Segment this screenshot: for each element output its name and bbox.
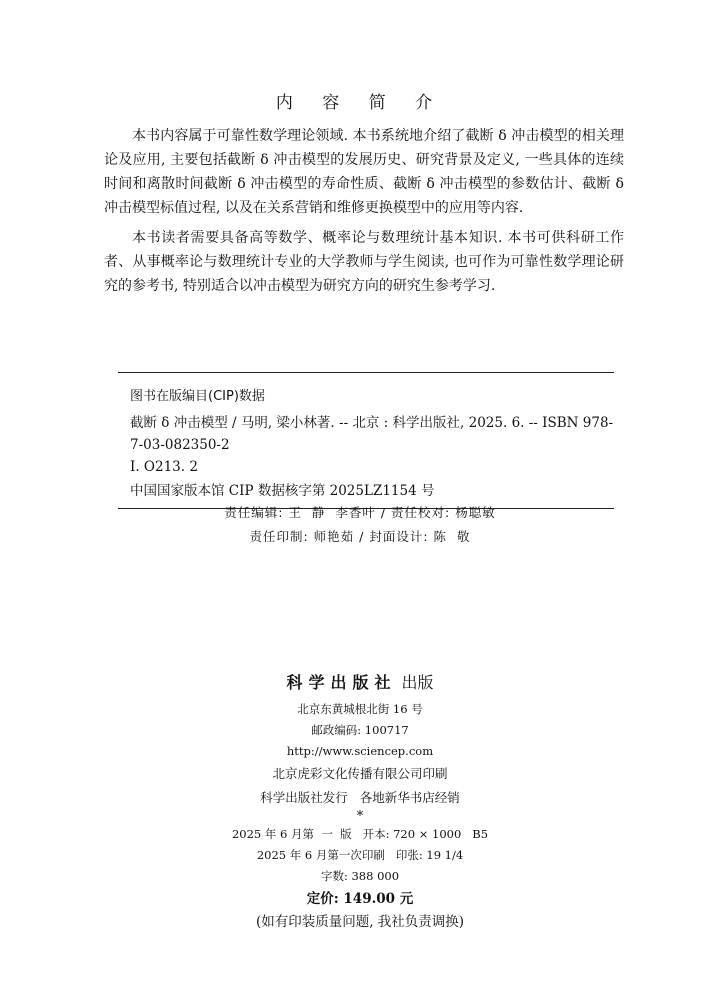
printer: 北京虎彩文化传播有限公司印刷 — [272, 766, 448, 781]
cip-classification: Ⅰ. O213. 2 — [130, 459, 198, 475]
credits — [0, 501, 720, 549]
summary-paragraph-2: 本书读者需要具备高等数学、概率论与数理统计基本知识. 本书可供科研工作者、从事概率论与数理统计专业的大学教师与学生阅读, 也可作为可靠性数学理论研究的参考书, 特别适合以冲击模型为研究方向的研究生参考学习. — [104, 230, 624, 294]
cip-top-rule — [118, 372, 614, 373]
publisher-postcode: 邮政编码: 100717 — [311, 723, 409, 737]
publisher-logo: 科学出版社 — [286, 673, 397, 692]
publisher-line — [0, 670, 720, 693]
separator-star: * — [356, 809, 364, 824]
content-summary — [104, 124, 624, 304]
word-count: 字数: 388 000 — [320, 869, 400, 883]
page-title: 内 容 简 介 — [275, 93, 445, 113]
publisher-website: http://www.sciencep.com — [286, 744, 434, 758]
distribution: 科学出版社发行 各地新华书店经销 — [260, 790, 460, 805]
credits-editors: 责任编辑: 王 静 李香叶 / 责任校对: 杨聪敏 — [224, 505, 496, 520]
publisher-suffix: 出版 — [401, 673, 434, 692]
credits-production: 责任印制: 师艳茹 / 封面设计: 陈 敬 — [249, 529, 471, 544]
cip-heading: 图书在版编目(CIP)数据 — [130, 389, 265, 404]
printing-info: 2025 年 6 月第一次印刷 印张: 19 1/4 — [256, 848, 464, 862]
summary-paragraph-1: 本书内容属于可靠性数学理论领域. 本书系统地介绍了截断 δ 冲击模型的相关理论及应用, 主要包括截断 δ 冲击模型的发展历史、研究背景及定义, 一些具体的连续时间和离散时间截断 δ 冲击模型的寿命性质、截断 δ 冲击模型的参数估计、截断 δ 冲击模型标值过程, 以及在关系营销和维修更换模型中的应用等内容. — [104, 128, 624, 216]
cip-catalog-number: 中国国家版本馆 CIP 数据核字第 2025LZ1154 号 — [130, 483, 435, 499]
edition-info: 2025 年 6 月第 一 版 开本: 720 × 1000 B5 — [231, 827, 489, 841]
publisher-address: 北京东黄城根北街 16 号 — [297, 702, 423, 716]
price: 定价: 149.00 元 — [306, 891, 414, 907]
cip-record: 截断 δ 冲击模型 / 马明, 梁小林著. -- 北京 : 科学出版社, 2025. 6. -- ISBN 978-7-03-082350-2 — [130, 415, 614, 453]
quality-notice: (如有印装质量问题, 我社负责调换) — [255, 914, 465, 930]
imprint — [0, 670, 720, 933]
cip-block — [118, 372, 614, 509]
